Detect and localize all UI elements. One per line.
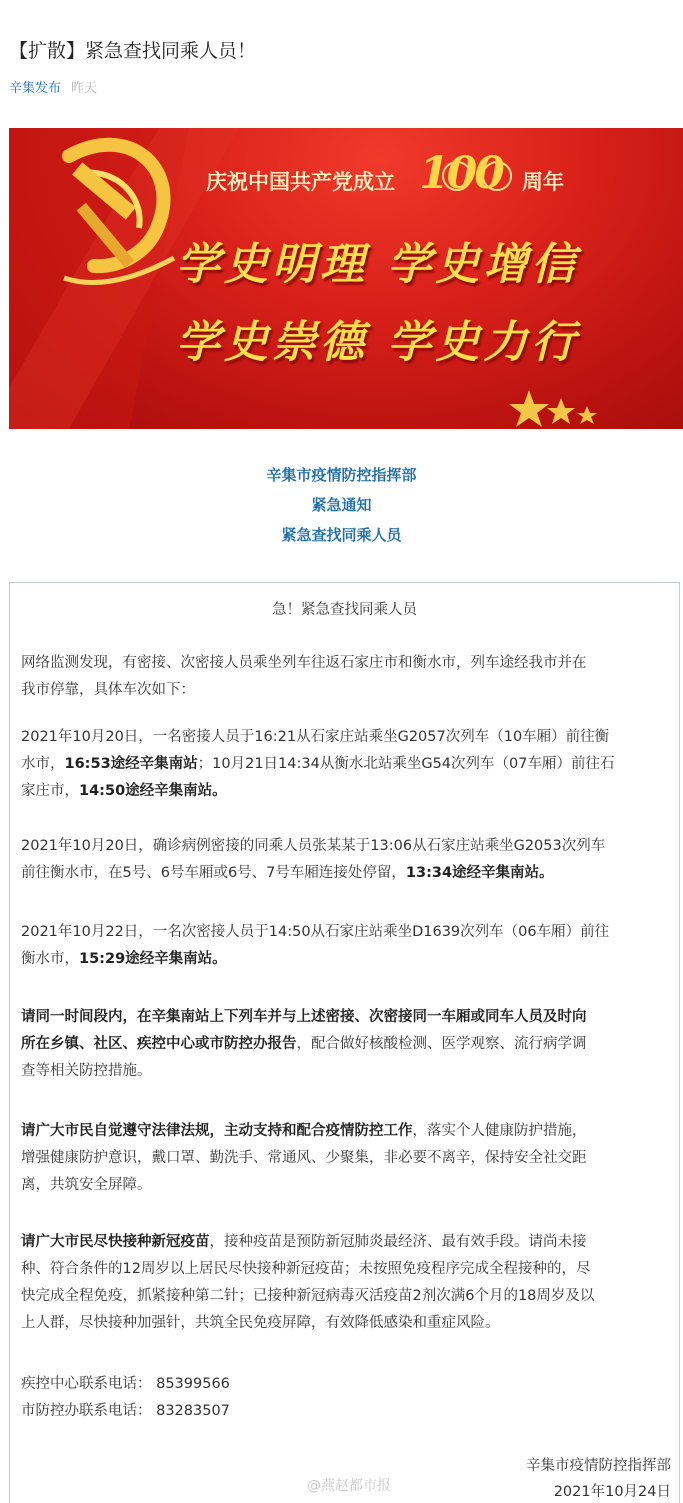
contact-cdc-phone: 疾控中心联系电话： 85399566 (21, 1376, 230, 1392)
text-line: 衡水市，15:29途经辛集南站。 (21, 951, 227, 967)
heading-notice: 紧急通知 (311, 496, 372, 514)
article-title: 【扩散】紧急查找同乘人员！ (9, 40, 257, 62)
article-meta (9, 77, 97, 96)
text-line: 2021年10月20日，一名密接人员于16:21从石家庄站乘坐G2057次列车（10车厢）前往衡 (21, 729, 610, 745)
banner-hundred: 100 (419, 148, 502, 199)
paragraph-train-3 (21, 919, 676, 973)
paragraph-detection (21, 650, 676, 704)
text-line: 水市，16:53途经辛集南站；10月21日14:34从衡水北站乘坐G54次列车（07车厢）前往石 (21, 756, 615, 772)
text-line: 家庄市，14:50途经辛集南站。 (21, 783, 227, 799)
banner-slogan-row1: 学史明理 学史增信 (176, 239, 580, 290)
contact-office-phone: 市防控办联系电话： 83283507 (21, 1403, 230, 1419)
heading-subject: 紧急查找同乘人员 (281, 526, 402, 544)
banner-caption-right: 周年 (522, 169, 564, 194)
paragraph-vaccination (21, 1229, 676, 1337)
text-line: 所在乡镇、社区、疾控中心或市防控办报告，配合做好核酸检测、医学观察、流行病学调 (21, 1036, 587, 1052)
watermark-text: @燕赵都市报 (307, 1478, 391, 1494)
text-line: 2021年10月22日，一名次密接人员于14:50从石家庄站乘坐D1639次列车（06车厢）前往 (21, 924, 610, 940)
notice-title: 急！紧急查找同乘人员 (272, 602, 417, 618)
paragraph-compliance (21, 1118, 676, 1199)
text-line: 种、符合条件的12周岁以上居民尽快接种新冠疫苗；未按照免疫程序完成全程接种的，尽 (21, 1261, 591, 1277)
text-line: 请广大市民尽快接种新冠疫苗，接种疫苗是预防新冠肺炎最经济、最有效手段。请尚未接 (21, 1234, 587, 1250)
author-link[interactable]: 辛集发布 (9, 81, 62, 96)
text-line: 我市停靠，具体车次如下： (21, 682, 195, 698)
notice-box (9, 582, 680, 1503)
banner-caption-left: 庆祝中国共产党成立 (206, 169, 395, 194)
text-line: 请同一时间段内，在辛集南站上下列车并与上述密接、次密接同一车厢或同车人员及时向 (21, 1009, 587, 1025)
paragraph-train-2 (21, 833, 676, 887)
text-line: 快完成全程免疫，抓紧接种第二针；已接种新冠病毒灭活疫苗2剂次满6个月的18周岁及以 (21, 1288, 595, 1304)
text-line: 前往衡水市，在5号、6号车厢或6号、7号车厢连接处停留，13:34途经辛集南站。 (21, 865, 554, 881)
signature-date: 2021年10月24日 (553, 1484, 671, 1500)
text-line: 上人群，尽快接种加强针，共筑全民免疫屏障，有效降低感染和重症风险。 (21, 1315, 500, 1331)
stars-decoration (509, 390, 597, 427)
paragraph-report (21, 1004, 676, 1085)
text-line: 2021年10月20日，确诊病例密接的同乘人员张某某于13:06从石家庄站乘坐G2053次列车 (21, 838, 606, 854)
text-line: 网络监测发现，有密接、次密接人员乘坐列车往返石家庄市和衡水市，列车途经我市并在 (21, 655, 587, 671)
heading-org: 辛集市疫情防控指挥部 (266, 466, 417, 484)
signature-org: 辛集市疫情防控指挥部 (526, 1458, 671, 1474)
text-line: 请广大市民自觉遵守法律法规，主动支持和配合疫情防控工作，落实个人健康防护措施， (21, 1123, 587, 1139)
text-line: 查等相关防控措施。 (21, 1063, 152, 1079)
text-line: 离，共筑安全屏障。 (21, 1177, 152, 1193)
paragraph-train-1 (21, 724, 676, 805)
banner-slogan-row2: 学史崇德 学史力行 (176, 317, 580, 368)
text-line: 增强健康防护意识，戴口罩、勤洗手、常通风、少聚集，非必要不离辛，保持安全社交距 (21, 1150, 587, 1166)
party-banner-image (9, 128, 683, 429)
publish-date: 昨天 (71, 81, 98, 96)
